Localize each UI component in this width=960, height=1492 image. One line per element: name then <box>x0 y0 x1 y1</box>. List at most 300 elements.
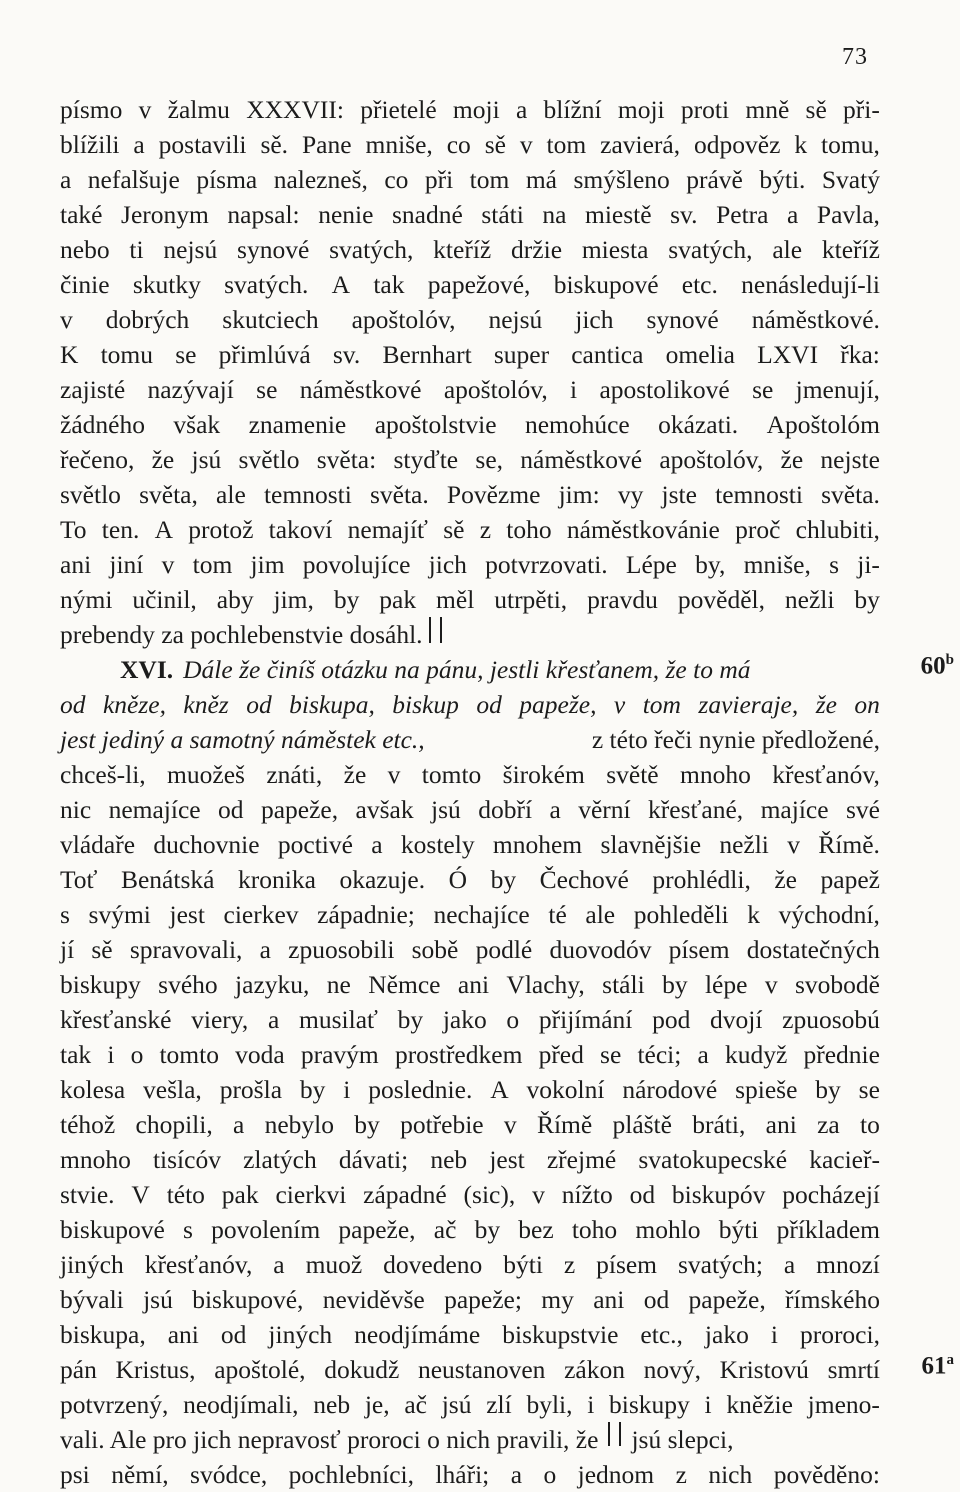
word: kacieř- <box>809 1145 880 1174</box>
text-line <box>60 1457 880 1492</box>
word: měl <box>436 585 475 614</box>
word: moji <box>617 95 665 124</box>
word: žádného <box>60 410 145 439</box>
word: se <box>256 375 278 404</box>
word: Ó <box>448 865 468 894</box>
word: v <box>764 970 778 999</box>
word: jich <box>428 550 467 579</box>
word: muož <box>305 1250 363 1279</box>
word: svatých; <box>677 1250 763 1279</box>
word: zpuosobú <box>782 1005 880 1034</box>
word: dokudž <box>324 1355 400 1384</box>
word: miestě <box>585 200 652 229</box>
word: ani <box>593 1285 625 1314</box>
text-line <box>60 512 880 547</box>
word: z <box>675 1460 687 1489</box>
word: širokém <box>502 760 585 789</box>
word: proroci, <box>799 1320 880 1349</box>
word: cantica <box>571 340 644 369</box>
word: svatých. <box>224 270 309 299</box>
word: a <box>273 1250 285 1279</box>
word: by <box>354 1110 380 1139</box>
text-line <box>60 232 880 267</box>
word: biskupové, <box>192 1285 304 1314</box>
word: také <box>60 200 103 229</box>
word: sě <box>805 95 827 124</box>
line-text: vali. Ale pro jich nepravosť proroci o nich pravili, že <box>60 1425 599 1454</box>
word: protož <box>188 515 254 544</box>
word: jim <box>250 550 285 579</box>
word: znamenie <box>248 410 347 439</box>
word: to <box>860 1110 880 1139</box>
word: sě <box>91 935 113 964</box>
word: světa. <box>369 480 429 509</box>
text-line <box>60 722 880 757</box>
text-line <box>60 1142 880 1177</box>
word: přietelé <box>360 95 437 124</box>
word: znáti, <box>266 760 323 789</box>
word: a <box>783 1250 796 1279</box>
word: k <box>794 130 808 159</box>
body-text <box>60 92 880 1492</box>
folio-separator <box>608 1422 621 1446</box>
word: písem <box>596 1250 658 1279</box>
word: pán <box>60 1355 97 1384</box>
word: zlí <box>486 1390 512 1419</box>
word: nebylo <box>264 1110 335 1139</box>
word: náměstkové <box>299 375 422 404</box>
line-text: z této řeči nynie předložené, <box>591 725 880 754</box>
word: mnohem <box>492 830 583 859</box>
word: před <box>538 1040 584 1069</box>
word: mniše, <box>365 130 433 159</box>
text-line <box>60 407 880 442</box>
word: viery, <box>191 1005 249 1034</box>
word: od <box>60 690 86 719</box>
word: kudyž <box>724 1040 788 1069</box>
word: náměstkové. <box>751 305 880 334</box>
word: státi <box>481 200 524 229</box>
word: kněze, <box>102 690 166 719</box>
word: Bernhart <box>382 340 472 369</box>
quoted-question: Dále že činíš otázku na pánu, jestli křesťanem, že to má <box>183 655 751 684</box>
word: sě <box>484 130 506 159</box>
word: chopili, <box>135 1110 213 1139</box>
word: v <box>60 305 73 334</box>
word: kolesa <box>60 1075 126 1104</box>
text-line <box>60 1212 880 1247</box>
word: Pane <box>301 130 352 159</box>
word: okazuje. <box>339 865 426 894</box>
word: zajisté <box>60 375 126 404</box>
word: apostolikové <box>599 375 730 404</box>
text-line <box>60 337 880 372</box>
word: o <box>130 1040 144 1069</box>
word: nefalšuje <box>87 165 180 194</box>
word: písma <box>196 165 258 194</box>
word: žalmu <box>167 95 230 124</box>
word: biskupy <box>609 1390 690 1419</box>
word: miesta <box>581 235 649 264</box>
word: biskupy <box>60 970 141 999</box>
word: je, <box>364 1390 390 1419</box>
margin-folio-note: 61$^a$ <box>921 1352 954 1380</box>
word: a <box>60 165 72 194</box>
word: Svatý <box>821 165 880 194</box>
word: by <box>333 585 360 614</box>
text-line <box>60 652 880 687</box>
word: papeže, <box>688 1285 766 1314</box>
word: tomu <box>100 340 154 369</box>
word: i <box>107 1040 115 1069</box>
word: od <box>218 795 244 824</box>
word: Vlachy, <box>506 970 585 999</box>
word: bez <box>518 1215 554 1244</box>
word: jiní <box>109 550 144 579</box>
word: pak <box>221 1180 259 1209</box>
word: snadné <box>391 200 463 229</box>
word: kronika <box>238 865 316 894</box>
text-line <box>60 1282 880 1317</box>
word: on <box>854 690 880 719</box>
word: Povězme <box>446 480 541 509</box>
word: Petra <box>716 200 769 229</box>
word: cierkvi <box>275 1180 347 1209</box>
word: a <box>371 830 383 859</box>
word: ne <box>326 970 351 999</box>
word: a <box>697 1040 709 1069</box>
word: téci; <box>637 1040 682 1069</box>
word: za <box>817 1110 840 1139</box>
word: i <box>587 1390 595 1419</box>
word: své <box>845 795 880 824</box>
text-line <box>60 967 880 1002</box>
word: nemajíť <box>347 515 428 544</box>
word: neviděvše <box>322 1285 425 1314</box>
word: nížto <box>561 1180 613 1209</box>
word: sv. <box>332 340 361 369</box>
text-line <box>60 547 880 582</box>
word: na <box>542 200 567 229</box>
word: nalezneš, <box>273 165 368 194</box>
word: mnoho <box>679 760 751 789</box>
word: ač <box>404 1390 427 1419</box>
word: chceš-li, <box>60 760 146 789</box>
folio-separator <box>429 617 442 643</box>
word: od <box>220 1320 247 1349</box>
word: apoštolóv, <box>659 445 764 474</box>
word: přimlúvá <box>218 340 311 369</box>
word: s <box>60 900 70 929</box>
word: od <box>629 1180 656 1209</box>
word: nic <box>60 795 92 824</box>
word: kněžie <box>726 1390 793 1419</box>
word: neb <box>313 1390 351 1419</box>
text-line <box>60 1107 880 1142</box>
word: křesťanské <box>60 1005 172 1034</box>
word: sobě <box>411 935 459 964</box>
text-line <box>60 127 880 162</box>
word: styďte <box>393 445 459 474</box>
word: stvie. <box>60 1180 115 1209</box>
word: Pavla, <box>816 200 880 229</box>
word: tak <box>60 1040 92 1069</box>
word: světa, <box>139 480 198 509</box>
word: v <box>138 95 152 124</box>
word: i <box>570 375 578 404</box>
word: tom <box>642 690 681 719</box>
word: ti <box>129 235 144 264</box>
word: papeže, <box>260 795 339 824</box>
word: pak <box>379 585 417 614</box>
word: Kristovú <box>719 1355 809 1384</box>
word: super <box>493 340 550 369</box>
word: písmo <box>60 95 123 124</box>
word: křesťanóv, <box>144 1250 253 1279</box>
word: by <box>299 1075 326 1104</box>
word: se, <box>475 445 504 474</box>
word: potvrzovati. <box>485 550 608 579</box>
word: synové <box>646 305 719 334</box>
word: jim: <box>558 480 600 509</box>
word: Kristus, <box>115 1355 196 1384</box>
word: jest <box>489 1145 525 1174</box>
word: co <box>384 165 409 194</box>
word: činie <box>60 270 110 299</box>
word: národové <box>622 1075 718 1104</box>
word: řečeno, <box>60 445 135 474</box>
word: a <box>133 130 145 159</box>
word: apoštolóv, <box>443 375 548 404</box>
word: stáli <box>602 970 645 999</box>
word: byli, <box>526 1390 573 1419</box>
word: tisícóv <box>152 1145 221 1174</box>
word: v <box>161 550 175 579</box>
word: odpověz <box>694 130 781 159</box>
word: tom <box>192 550 233 579</box>
word: vokolní <box>526 1075 605 1104</box>
word: dávati; <box>338 1145 409 1174</box>
word: od <box>476 690 502 719</box>
word: toho <box>506 515 552 544</box>
word: ale <box>772 235 803 264</box>
word: biskupové <box>60 1215 165 1244</box>
word: v <box>519 130 533 159</box>
word: muožeš <box>167 760 245 789</box>
word: omelia <box>665 340 735 369</box>
text-line <box>60 1387 880 1422</box>
word: cierkev <box>223 900 299 929</box>
word: (sic), <box>463 1180 516 1209</box>
text-line <box>60 372 880 407</box>
word: řka: <box>840 340 880 369</box>
word: by <box>397 1005 424 1034</box>
word: východní, <box>778 900 880 929</box>
word: pověděl, <box>677 585 765 614</box>
word: náměstkové <box>520 445 643 474</box>
word: utrpěti, <box>494 585 568 614</box>
word: pod <box>652 1005 691 1034</box>
word: bráti, <box>692 1110 746 1139</box>
word: ale <box>216 480 246 509</box>
word: jim, <box>273 585 314 614</box>
word: musilať <box>299 1005 378 1034</box>
word: prošla <box>219 1075 283 1104</box>
word: o <box>506 1005 520 1034</box>
word: však <box>173 410 221 439</box>
word: kteříž <box>821 235 880 264</box>
word: potřebie <box>400 1110 484 1139</box>
text-line <box>60 267 880 302</box>
word: K <box>60 340 79 369</box>
word: kněz <box>183 690 229 719</box>
word: nenie <box>318 200 374 229</box>
word: pravým <box>300 1040 379 1069</box>
word: že <box>780 445 804 474</box>
word: proč <box>735 515 781 544</box>
word: poslednie. <box>368 1075 473 1104</box>
word: býti <box>503 1250 543 1279</box>
word: že <box>343 760 367 789</box>
word: přijímání <box>538 1005 633 1034</box>
word: Římě. <box>818 830 880 859</box>
text-line <box>60 792 880 827</box>
word: dostatečných <box>746 935 880 964</box>
word: spravovali, <box>129 935 243 964</box>
word: Toť <box>60 865 98 894</box>
word: věrní <box>578 795 631 824</box>
word: podlé <box>475 935 533 964</box>
word: že <box>774 865 797 894</box>
word: svými <box>88 900 151 929</box>
word: neb <box>430 1145 468 1174</box>
word: kteříž <box>433 235 492 264</box>
word: s <box>183 1215 193 1244</box>
word: biskupstvie <box>502 1320 619 1349</box>
word: pravdu <box>587 585 658 614</box>
text-line <box>60 442 880 477</box>
word: jednom <box>577 1460 655 1489</box>
word: jako <box>442 1005 487 1034</box>
word: náměstkovánie <box>566 515 720 544</box>
section-heading: XVI. <box>120 655 174 684</box>
word: vešla, <box>143 1075 202 1104</box>
word: pohleděli <box>633 900 729 929</box>
word: tom <box>546 130 587 159</box>
word: nežli <box>719 830 769 859</box>
word: v <box>787 830 800 859</box>
word: Čechové <box>539 865 629 894</box>
word: světa. <box>821 480 880 509</box>
word: vy <box>617 480 644 509</box>
text-line <box>60 687 880 722</box>
word: To <box>60 515 87 544</box>
word: a <box>267 1005 280 1034</box>
word: takoví <box>268 515 333 544</box>
word: biskupa, <box>289 690 375 719</box>
word: svatých, <box>668 235 753 264</box>
word: býti. <box>759 165 806 194</box>
word: ani <box>60 550 92 579</box>
word: by, <box>695 550 726 579</box>
word: prostředkem <box>394 1040 523 1069</box>
word: světě <box>606 760 659 789</box>
quoted-question-end: jest jediný a samotný náměstek etc., <box>60 725 425 754</box>
text-line <box>60 862 880 897</box>
word: a <box>510 1460 523 1489</box>
word: o <box>543 1460 557 1489</box>
word: jest <box>169 900 205 929</box>
word: nový, <box>643 1355 701 1384</box>
word: svódce, <box>190 1460 268 1489</box>
word: prohlédli, <box>652 865 751 894</box>
word: se <box>752 375 774 404</box>
text-line <box>60 1247 880 1282</box>
text-line <box>60 932 880 967</box>
word: papeže; <box>444 1285 522 1314</box>
word: dobří <box>478 795 533 824</box>
word: dvojí <box>710 1005 763 1034</box>
word: biskupové <box>553 270 659 299</box>
word: V <box>131 1180 150 1209</box>
word: v <box>503 1110 517 1139</box>
word: duchovnie <box>153 830 260 859</box>
word: jste <box>661 480 697 509</box>
word: zpuosobili <box>288 935 395 964</box>
word: té <box>548 900 567 929</box>
word: jiných <box>268 1320 333 1349</box>
word: co <box>446 130 471 159</box>
word: se <box>858 1075 880 1104</box>
word: mohlo <box>635 1215 701 1244</box>
word: sv. <box>670 200 698 229</box>
word: ač <box>433 1215 457 1244</box>
word: má <box>525 165 557 194</box>
word: zavierá, <box>600 130 681 159</box>
word: světlo <box>60 480 121 509</box>
word: býti <box>718 1215 759 1244</box>
word: avšak <box>355 795 414 824</box>
word: jazyku, <box>235 970 310 999</box>
word: tom <box>469 165 510 194</box>
word: římského <box>785 1285 880 1314</box>
word: svatých, <box>329 235 414 264</box>
text-line <box>60 1072 880 1107</box>
word: Benátská <box>120 865 215 894</box>
word: neodjímali, <box>183 1390 299 1419</box>
word: němí, <box>111 1460 169 1489</box>
word: nich <box>708 1460 753 1489</box>
word: by <box>490 865 517 894</box>
word: od <box>643 1285 670 1314</box>
word: z <box>479 515 492 544</box>
word: biskupóv <box>671 1180 766 1209</box>
word: a <box>259 935 271 964</box>
text-line <box>60 582 880 617</box>
word: tak <box>373 270 405 299</box>
text-line <box>60 827 880 862</box>
word: se <box>175 340 197 369</box>
word: a <box>787 200 799 229</box>
word: pocházejí <box>782 1180 880 1209</box>
line-text: prebendy za pochlebenstvie dosáhl. <box>60 620 423 649</box>
word: jmeno- <box>807 1390 880 1419</box>
word: se <box>600 1040 622 1069</box>
word: zlatých <box>243 1145 317 1174</box>
word: že <box>151 445 175 474</box>
word: dovedeno <box>383 1250 483 1279</box>
word: etc. <box>681 270 718 299</box>
